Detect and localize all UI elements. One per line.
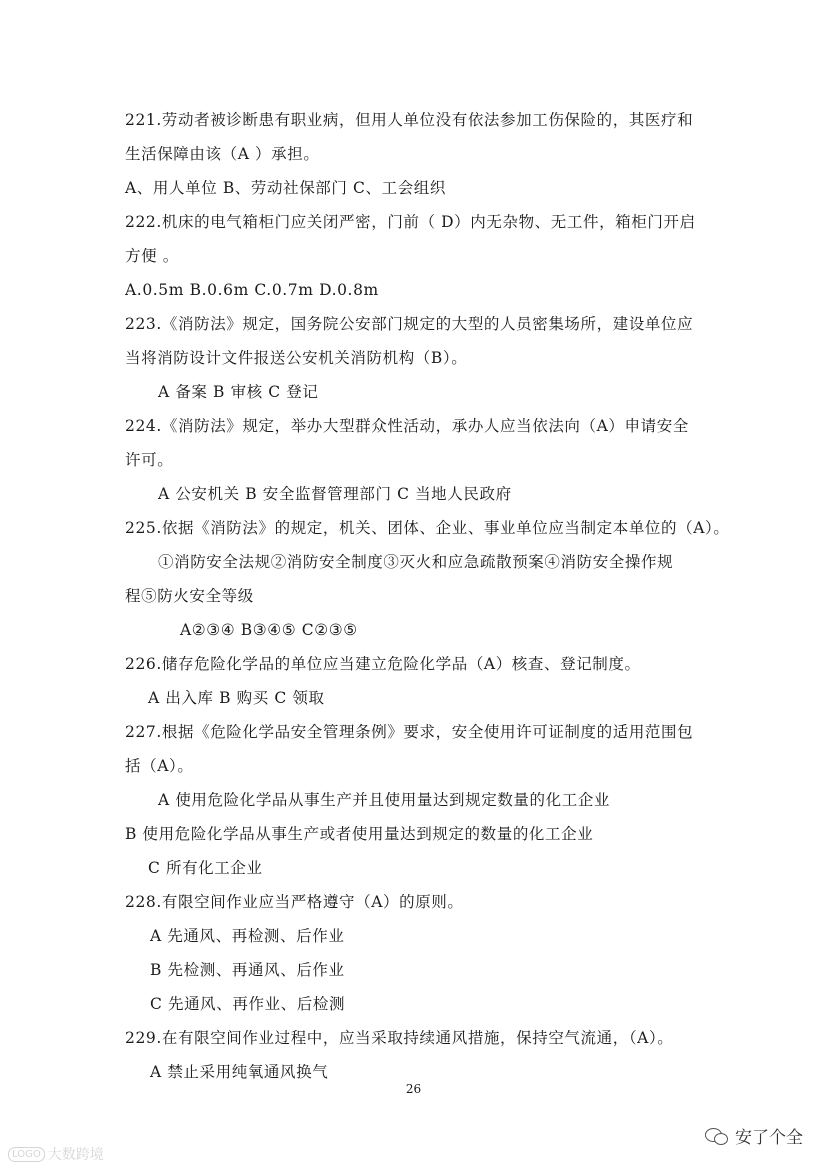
question-229-option-a: A 禁止采用纯氧通风换气 xyxy=(150,1063,329,1081)
question-225-line-1: 225.依据《消防法》的规定，机关、团体、企业、事业单位应当制定本单位的（A）。 xyxy=(125,519,730,537)
question-221-line-1: 221.劳动者被诊断患有职业病，但用人单位没有依法参加工伤保险的，其医疗和 xyxy=(125,111,694,129)
question-228-option-a: A 先通风、再检测、后作业 xyxy=(150,927,345,945)
question-228-option-c: C 先通风、再作业、后检测 xyxy=(150,995,346,1013)
question-227-line-2: 括（A）。 xyxy=(125,757,194,775)
question-225-items-line-2: 程⑤防火安全等级 xyxy=(125,587,254,605)
page-number: 26 xyxy=(405,1082,422,1096)
question-224-options: A 公安机关 B 安全监督管理部门 C 当地人民政府 xyxy=(158,485,512,503)
watermark-logo-icon: LOGO xyxy=(8,1147,45,1162)
question-222-line-1: 222.机床的电气箱柜门应关闭严密，门前（ D）内无杂物、无工件，箱柜门开启 xyxy=(125,213,696,231)
question-223-line-1: 223.《消防法》规定，国务院公安部门规定的大型的人员密集场所，建设单位应 xyxy=(125,315,694,333)
question-222-line-2: 方便 。 xyxy=(125,247,179,265)
question-227-option-b: B 使用危险化学品从事生产或者使用量达到规定的数量的化工企业 xyxy=(125,825,594,843)
watermark-left-text: 大数跨境 xyxy=(47,1147,104,1163)
question-221-options: A、用人单位 B、劳动社保部门 C、工会组织 xyxy=(125,179,446,197)
watermark-right xyxy=(705,1123,803,1148)
question-228-option-b: B 先检测、再通风、后作业 xyxy=(150,961,345,979)
question-222-options: A.0.5m B.0.6m C.0.7m D.0.8m xyxy=(125,281,379,299)
wechat-icon xyxy=(705,1126,729,1146)
question-227-option-a: A 使用危险化学品从事生产并且使用量达到规定数量的化工企业 xyxy=(158,791,611,809)
question-223-line-2: 当将消防设计文件报送公安机关消防机构（B）。 xyxy=(125,349,468,367)
watermark-right-text: 安了个全 xyxy=(735,1128,803,1148)
question-223-options: A 备案 B 审核 C 登记 xyxy=(158,383,319,401)
question-229-line-1: 229.在有限空间作业过程中，应当采取持续通风措施，保持空气流通，（A）。 xyxy=(125,1029,674,1047)
watermark-left xyxy=(8,1144,104,1164)
question-227-line-1: 227.根据《危险化学品安全管理条例》要求，安全使用许可证制度的适用范围包 xyxy=(125,723,694,741)
question-226-options: A 出入库 B 购买 C 领取 xyxy=(148,689,325,707)
question-225-options: A②③④ B③④⑤ C②③⑤ xyxy=(180,621,358,639)
question-228-line-1: 228.有限空间作业应当严格遵守（A）的原则。 xyxy=(125,893,464,911)
question-221-line-2: 生活保障由该（A ）承担。 xyxy=(125,145,320,163)
question-226-line-1: 226.储存危险化学品的单位应当建立危险化学品（A）核查、登记制度。 xyxy=(125,655,641,673)
question-225-items-line-1: ①消防安全法规②消防安全制度③灭火和应急疏散预案④消防安全操作规 xyxy=(158,553,674,571)
question-224-line-1: 224.《消防法》规定，举办大型群众性活动，承办人应当依法向（A）申请安全 xyxy=(125,417,689,435)
question-227-option-c: C 所有化工企业 xyxy=(148,859,263,877)
question-224-line-2: 许可。 xyxy=(125,451,174,469)
